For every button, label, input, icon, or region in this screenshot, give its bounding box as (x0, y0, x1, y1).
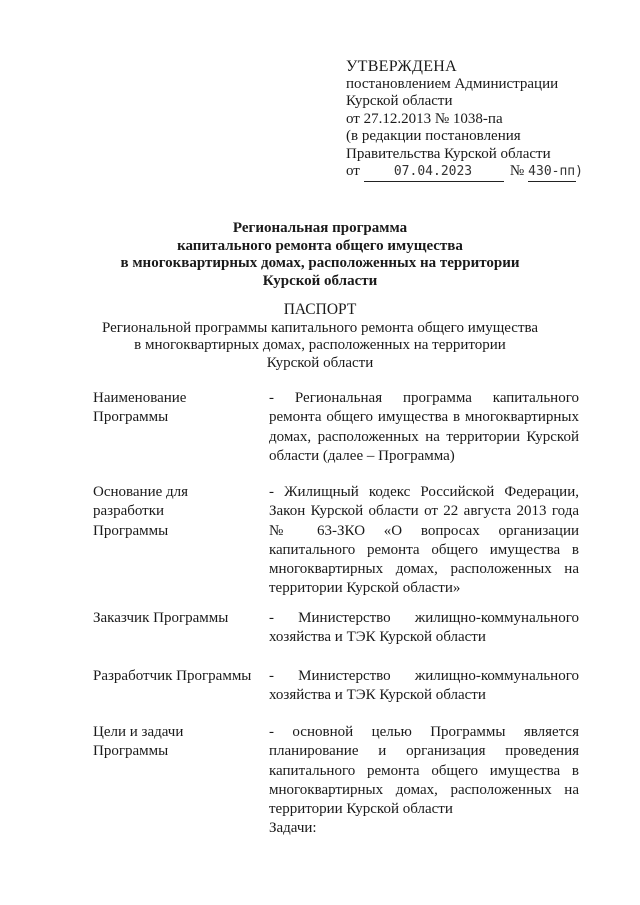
passport-header (0, 301, 640, 372)
row-value-line: многоквартирных домах, расположенных на (269, 781, 579, 798)
passport-heading: ПАСПОРТ (283, 301, 357, 318)
row-label (93, 667, 263, 686)
approval-line: постановлением Администрации (346, 75, 559, 92)
row-label-line: Наименование (93, 390, 187, 406)
row-value-line: области (далее – Программа) (269, 447, 455, 464)
number-label: № (509, 163, 525, 179)
row-value-line: многоквартирных домах, расположенных на (269, 561, 579, 578)
row-label-line: Разработчик Программы (93, 668, 252, 684)
row-value-line: - Жилищный кодекс Российской Федерации, (269, 484, 579, 500)
passport-line: Региональной программы капитального ремонта общего имущества (101, 319, 539, 336)
row-value (269, 723, 579, 839)
row-value-line: - Министерство жилищно-коммунального (269, 610, 579, 626)
approval-stamp-block (346, 58, 596, 182)
passport-line: в многоквартирных домах, расположенных на территории (134, 337, 506, 353)
row-value-line: хозяйства и ТЭК Курской области (269, 629, 486, 646)
row-value-line: планирование и организация проведения (269, 743, 579, 760)
row-value-line: хозяйства и ТЭК Курской области (269, 687, 486, 704)
row-value-line: Задачи: (269, 820, 317, 837)
approval-line: от 27.12.2013 № 1038-па (346, 110, 503, 127)
row-value-line: ремонта общего имущества в многоквартирных (269, 409, 579, 426)
row-value (269, 389, 579, 466)
from-label: от (346, 163, 360, 179)
row-label-line: Основание для (93, 484, 189, 500)
title-line: в многоквартирных домах, расположенных на территории (120, 255, 520, 271)
row-label (93, 389, 263, 428)
row-label-line: Программы (93, 522, 169, 539)
row-value (269, 483, 579, 599)
row-value-line: территории Курской области» (269, 580, 461, 597)
passport-line: Курской области (266, 354, 374, 371)
row-value-line: - Региональная программа капитального (269, 390, 579, 406)
row-label (93, 723, 263, 762)
row-value (269, 667, 579, 706)
row-label-line: Цели и задачи (93, 724, 184, 740)
revision-date-line (346, 163, 596, 182)
row-value (269, 609, 579, 648)
row-value-line: домах, расположенных на территории Курской (269, 428, 579, 445)
approval-line: (в редакции постановления (346, 128, 521, 144)
row-value-line: - Министерство жилищно-коммунального (269, 668, 579, 684)
row-label-line: разработки (93, 503, 165, 520)
title-line: Региональная программа (232, 220, 408, 236)
row-value-line: капитального ремонта общего имущества в (269, 762, 579, 779)
row-value-line: территории Курской области (269, 801, 453, 818)
title-line: Курской области (262, 272, 378, 289)
approval-line: Курской области (346, 93, 453, 109)
document-title (0, 220, 640, 290)
row-value-line: - основной целью Программы является (269, 724, 579, 740)
row-label-line: Программы (93, 409, 169, 426)
row-label (93, 483, 263, 541)
row-label-line: Программы (93, 743, 169, 760)
row-label-line: Заказчик Программы (93, 610, 229, 626)
row-value-line: № 63-ЗКО «О вопросах организации (269, 522, 579, 539)
approval-line: Правительства Курской области (346, 145, 551, 162)
title-line: капитального ремонта общего имущества (177, 237, 463, 254)
revision-date-field: 07.04.2023 (364, 163, 504, 182)
approval-heading: УТВЕРЖДЕНА (346, 58, 458, 75)
row-label (93, 609, 263, 628)
row-value-line: капитального ремонта общего имущества в (269, 541, 579, 558)
revision-number-field: 430-пп) (528, 163, 576, 182)
row-value-line: Закон Курской области от 22 августа 2013 года (269, 503, 579, 520)
